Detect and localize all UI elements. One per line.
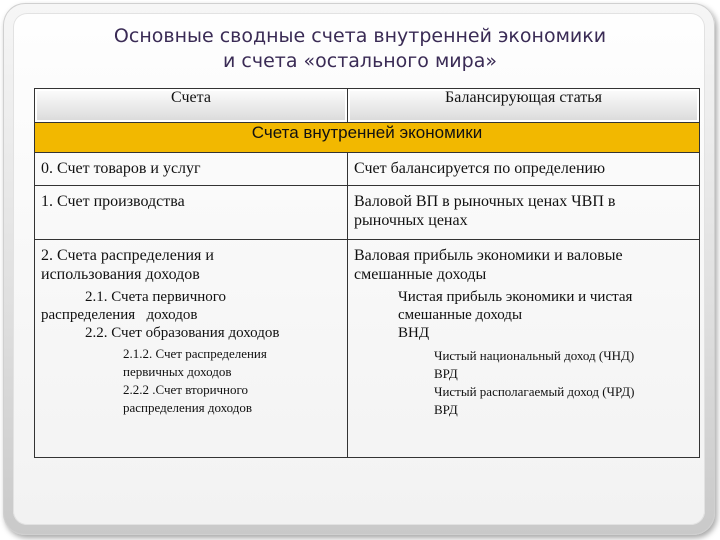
section-row — [35, 123, 700, 153]
row-2-right-subsub-line-3: Чистый располагаемый доход (ЧРД) — [434, 384, 635, 399]
row-1-balance-line-1: Валовой ВП в рыночных ценах ЧВП в — [354, 193, 616, 210]
row-2-sub-line-1: 2.1. Счета первичного — [85, 289, 227, 305]
row-2-right-main-line-2: смешанные доходы — [354, 266, 487, 283]
title-line-1: Основные сводные счета внутренней экономики — [113, 25, 607, 47]
row-2-subsub-line-2: первичных доходов — [123, 364, 232, 379]
row-2-right-subsub-line-2: ВРД — [434, 366, 458, 381]
row-2-balance-subsub — [354, 347, 691, 419]
row-1-balance-line-2: рыночных ценах — [354, 212, 468, 229]
row-2-subsub-line-1: 2.1.2. Счет распределения — [123, 346, 267, 361]
row-2-right-main-line-1: Валовая прибыль экономики и валовые — [354, 247, 623, 264]
row-2-account-sub-cont — [41, 306, 339, 342]
row-2-balance-main — [354, 246, 691, 284]
table-row — [35, 240, 700, 458]
table-row — [35, 186, 700, 240]
row-0-account-text: 0. Счет товаров и услуг — [41, 160, 201, 177]
row-2-balance-sub — [354, 288, 691, 342]
row-2-right-subsub-line-4: ВРД — [434, 402, 458, 417]
row-2-account — [35, 240, 348, 458]
header-balancing-item: Балансирующая статья — [348, 89, 700, 123]
row-1-balance — [348, 186, 700, 240]
row-0-account — [35, 153, 348, 186]
row-2-right-sub-line-3: ВНД — [398, 325, 430, 341]
table-header-row — [35, 89, 700, 123]
row-2-sub-line-3: 2.2. Счет образования доходов — [85, 325, 280, 341]
row-2-subsub-line-3: 2.2.2 .Счет вторичного — [123, 382, 249, 397]
slide-title — [0, 24, 720, 74]
row-2-right-subsub-line-1: Чистый национальный доход (ЧНД) — [434, 348, 635, 363]
row-0-balance — [348, 153, 700, 186]
row-2-sub-line-2: распределения доходов — [41, 307, 198, 323]
row-2-account-main — [41, 246, 339, 284]
title-line-2: и счета «остального мира» — [223, 50, 497, 72]
row-2-right-sub-line-1: Чистая прибыль экономики и чистая — [398, 289, 633, 305]
row-0-balance-text: Счет балансируется по определению — [354, 160, 606, 177]
row-2-main-line-1: 2. Счета распределения и — [41, 247, 214, 264]
row-1-account-text: 1. Счет производства — [41, 193, 185, 210]
accounts-table — [34, 88, 700, 458]
row-2-main-line-2: использования доходов — [41, 266, 200, 283]
row-2-subsub-line-4: распределения доходов — [123, 400, 253, 415]
header-accounts: Счета — [35, 89, 348, 123]
row-1-account — [35, 186, 348, 240]
row-2-right-sub-line-2: смешанные доходы — [398, 307, 523, 323]
table-row — [35, 153, 700, 186]
row-2-balance — [348, 240, 700, 458]
row-2-account-subsub — [41, 345, 339, 417]
section-title: Счета внутренней экономики — [35, 123, 700, 153]
row-2-account-sub — [41, 288, 339, 306]
